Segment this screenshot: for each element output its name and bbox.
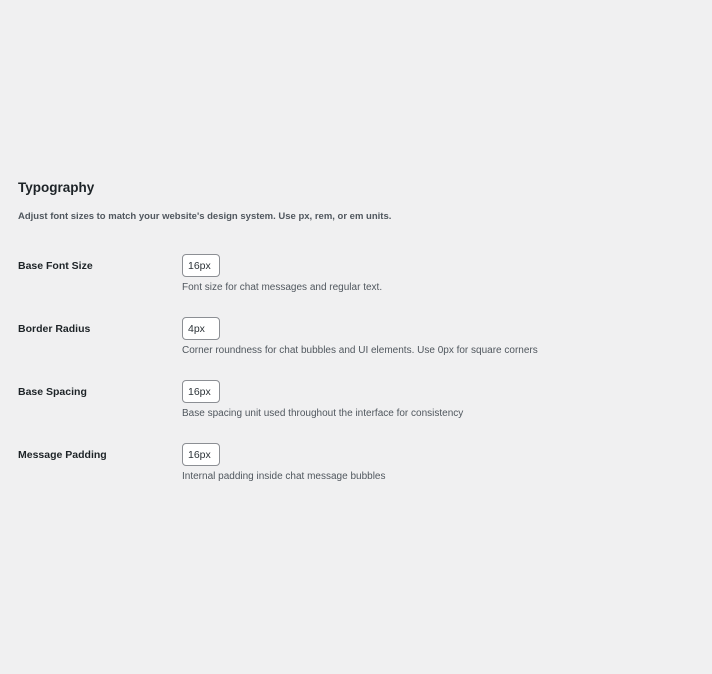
setting-row-base-font-size bbox=[18, 254, 698, 317]
setting-help-text: Corner roundness for chat bubbles and UI elements. Use 0px for square corners bbox=[182, 345, 538, 356]
message-padding-input[interactable] bbox=[182, 443, 220, 466]
setting-label: Border Radius bbox=[18, 323, 91, 335]
settings-form bbox=[18, 254, 698, 506]
typography-section-header bbox=[18, 180, 698, 223]
setting-row-message-padding bbox=[18, 443, 698, 506]
base-font-size-input[interactable] bbox=[182, 254, 220, 277]
setting-field bbox=[182, 443, 385, 483]
setting-help-text: Font size for chat messages and regular text. bbox=[182, 282, 383, 293]
setting-field bbox=[182, 254, 382, 294]
border-radius-input[interactable] bbox=[182, 317, 220, 340]
setting-row-border-radius bbox=[18, 317, 698, 380]
section-description: Adjust font sizes to match your website's design system. Use px, rem, or em units. bbox=[18, 211, 392, 222]
setting-field bbox=[182, 380, 463, 420]
base-spacing-input[interactable] bbox=[182, 380, 220, 403]
setting-label: Base Spacing bbox=[18, 386, 87, 398]
setting-help-text: Internal padding inside chat message bubbles bbox=[182, 471, 386, 482]
setting-label: Base Font Size bbox=[18, 260, 93, 272]
setting-label: Message Padding bbox=[18, 449, 107, 461]
setting-row-base-spacing bbox=[18, 380, 698, 443]
setting-field bbox=[182, 317, 538, 357]
setting-help-text: Base spacing unit used throughout the interface for consistency bbox=[182, 408, 464, 419]
section-title: Typography bbox=[18, 180, 95, 195]
